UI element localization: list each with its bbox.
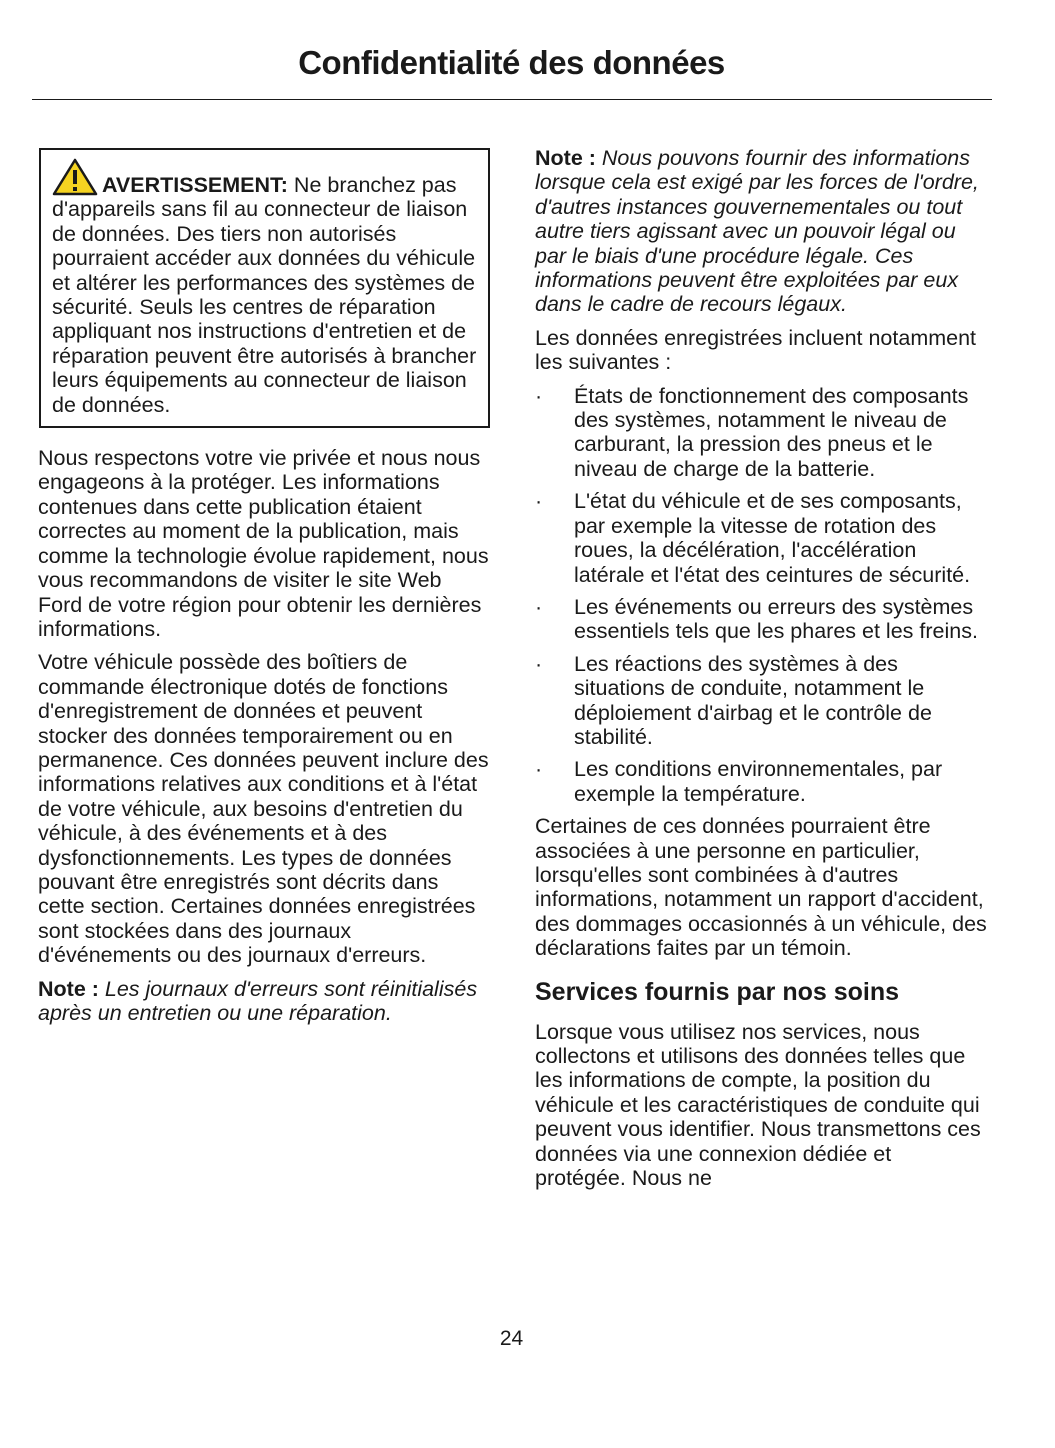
data-recording-paragraph: Votre véhicule possède des boîtiers de commande électronique dotés de fonctions d'enregistrement de données et peuvent stocker des données temporairement ou en permanence. Ces données peuvent inclure des informations relatives aux conditions et à l'état de votre véhicule, aux besoins d'entretien du véhicule, à des événements et à des dysfonctionnements. Les types de données pouvant être enregistrés sont décrits dans cette section. Certaines données enregistrées sont stockées dans des journaux d'événements ou des journaux d'erreurs.: [38, 650, 489, 968]
note-text: Nous pouvons fournir des informations lorsque cela est exigé par les forces de l'ordre, d'autres instances gouvernementales ou tout autre tiers agissant avec un pouvoir légal ou par le biais d'une procédure légale. Ces informations peuvent être exploitées par eux dans le cadre de recours légaux.: [535, 146, 979, 317]
page-title: Confidentialité des données: [298, 44, 725, 81]
personal-data-paragraph: Certaines de ces données pourraient être associées à une personne en particulier, lorsqu'elles sont combinées à d'autres informations, notamment un rapport d'accident, des dommages occasionnés à un véhicule, des déclarations faites par un témoin.: [535, 814, 987, 961]
title-divider: [32, 99, 992, 100]
list-item-text: Les conditions environnementales, par exemple la température.: [574, 757, 943, 806]
list-item-text: L'état du véhicule et de ses composants, par exemple la vitesse de rotation des roues, la décélération, l'accélération latérale et l'état des ceintures de sécurité.: [574, 489, 971, 587]
warning-triangle-icon: [52, 158, 98, 196]
warning-label: AVERTISSEMENT:: [102, 173, 288, 197]
page-number: 24: [499, 1327, 524, 1350]
legal-note: [535, 146, 987, 317]
bullet: ·: [535, 489, 543, 514]
note-label: Note :: [535, 146, 596, 170]
list-item: [535, 757, 987, 806]
list-item: [535, 652, 987, 750]
left-column: [38, 146, 490, 1034]
warning-text: Ne branchez pas d'appareils sans fil au connecteur de liaison de données. Des tiers non autorisés pourraient accéder aux données du véhicule et altérer les performances des systèmes de sécurité. Seuls les centres de réparation appliquant nos instructions d'entretien et de réparation peuvent être autorisés à brancher leurs équipements au connecteur de liaison de données.: [52, 173, 477, 417]
note-label: Note :: [38, 976, 99, 1001]
list-item-text: Les événements ou erreurs des systèmes essentiels tels que les phares et les freins.: [574, 594, 978, 644]
right-column: [535, 146, 987, 1199]
list-item: [535, 489, 987, 587]
bullet: ·: [535, 594, 543, 619]
list-item: [535, 595, 987, 644]
list-item-text: Les réactions des systèmes à des situations de conduite, notamment le déploiement d'airbag et le contrôle de stabilité.: [574, 651, 932, 749]
section-heading: Services fournis par nos soins: [535, 977, 900, 1006]
list-item-text: États de fonctionnement des composants des systèmes, notamment le niveau de carburant, la pression des pneus et le niveau de charge de la batterie.: [574, 383, 969, 481]
bullet: ·: [535, 757, 543, 782]
bullet: ·: [535, 383, 543, 408]
error-log-note: [38, 977, 490, 1026]
services-paragraph: Lorsque vous utilisez nos services, nous collectons et utilisons des données telles que les informations de compte, la position du véhicule et les caractéristiques de conduite qui peuvent vous identifier. Nous transmettons ces données via une connexion dédiée et protégée. Nous ne: [535, 1019, 981, 1191]
privacy-paragraph: Nous respectons votre vie privée et nous nous engageons à la protéger. Les informations contenues dans cette publication étaient correctes au moment de la publication, mais comme la technologie évolue rapidement, nous vous recommandons de visiter le site Web Ford de votre région pour obtenir les dernières informations.: [38, 446, 489, 641]
warning-box: [39, 148, 490, 428]
recorded-data-intro: Les données enregistrées incluent notamment les suivantes :: [535, 325, 977, 375]
recorded-data-list: [535, 384, 987, 807]
note-text: Les journaux d'erreurs sont réinitialisés après un entretien ou une réparation.: [38, 976, 478, 1025]
bullet: ·: [535, 651, 543, 676]
list-item: [535, 384, 987, 482]
